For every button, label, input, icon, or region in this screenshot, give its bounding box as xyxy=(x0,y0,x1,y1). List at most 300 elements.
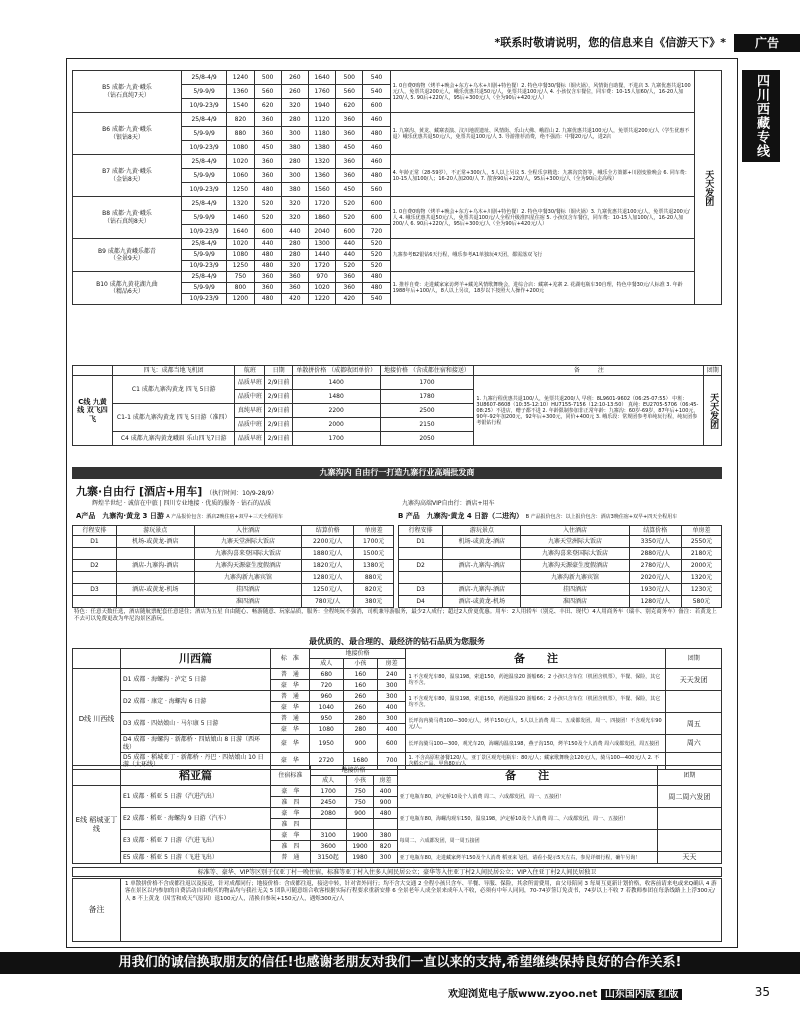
cell: 2/9日前 xyxy=(265,432,293,446)
cell: B9 成都九黄峨乐都青 （全景9天） xyxy=(73,239,182,272)
cell: 460 xyxy=(363,113,390,127)
cell: 长坪沟内骑马费100—300元/人，烤羊150元/人，5人以上消费 周二、五成都发团，周一、四接团！不含观光车90元/人。 xyxy=(406,713,666,735)
cell: 九寨参考B2银钻6天行程，峨乐参考A1单独玩4天团，都需落双飞行 xyxy=(390,239,694,272)
remarks-box xyxy=(72,878,722,942)
cell: 2200 xyxy=(292,404,380,418)
cell: 960 xyxy=(309,691,343,702)
cell: 360 xyxy=(254,283,281,294)
cell: 10/9-23/9 xyxy=(181,225,226,239)
cell: 1020 xyxy=(227,155,254,169)
cell: 25/8-4/9 xyxy=(181,239,226,250)
cell: 600 xyxy=(377,735,406,752)
cell xyxy=(73,596,117,608)
cell xyxy=(73,366,113,376)
cell: 酒店-九寨沟-酒店 xyxy=(116,560,194,572)
cell: 3150起 xyxy=(310,852,346,863)
cell: 航班 xyxy=(235,366,265,376)
cell xyxy=(116,596,194,608)
cell: 5/9-9/9 xyxy=(181,283,226,294)
table-row xyxy=(399,572,722,584)
sec1-table xyxy=(72,70,722,305)
cell: 600 xyxy=(336,225,363,239)
cell xyxy=(73,572,117,584)
cell: 1. 0自费0购物（烤羊+晚会+东方+乌木+川剧+特色餐）2. 特色中餐30/餐标（铜火锅），风情街自助餐，不进店 3. 九寨优惠共退100元/人，免票共退200元人，峨乐优惠共退50元/人，免票共退100元/人 4. 小孩仅含车餐位，同车费：10-15人加60/人，16-20人加120/人 5. 90后+220/人，95后+300元/人（全为90后+420元/人） xyxy=(390,71,694,113)
cell: 1220 xyxy=(308,294,335,305)
cell: 品质早班 xyxy=(235,376,265,390)
cell: 1380元 xyxy=(354,560,394,572)
cell: 1250 xyxy=(227,183,254,197)
ad-badge: 广告 xyxy=(734,34,800,52)
cell: 1360 xyxy=(308,169,335,183)
header-notice: *联系时敬请说明，您的信息来自《信游天下》* xyxy=(494,36,726,49)
cell: 1080 xyxy=(227,250,254,261)
cell: 九寨沟喜来登国际大饭店 xyxy=(194,548,302,560)
cell: 1820元/人 xyxy=(302,560,354,572)
cell: 1950 xyxy=(309,735,343,752)
bottom-banner: 用我们的诚信换取朋友的信任!也感谢老朋友对我们一直以来的支持,希望继续保持良好的合作关系! xyxy=(0,952,800,974)
cell xyxy=(657,830,721,852)
cell: 1020 xyxy=(308,283,335,294)
cell: 540 xyxy=(363,294,390,305)
table-row xyxy=(73,786,722,797)
cell: 320 xyxy=(281,211,308,225)
cell: 九寨沟天源豪生度假酒店 xyxy=(194,560,302,572)
cell: 540 xyxy=(363,71,390,85)
cell: 准四酒店 xyxy=(521,596,629,608)
cell: 450 xyxy=(336,141,363,155)
cell: 1020 xyxy=(227,239,254,250)
cell: 520 xyxy=(336,261,363,272)
cell: 3600 xyxy=(310,841,346,852)
cell: 160 xyxy=(343,680,377,691)
sec4-daocheng-table xyxy=(72,765,722,864)
cell: 小孩 xyxy=(346,776,374,786)
cell: 普 通 xyxy=(271,669,310,680)
cell: D2 成都 · 康定 · 海螺沟 6 日游 xyxy=(121,691,271,713)
cell: 2880元/人 xyxy=(629,548,681,560)
sec3-right-prod-desc: B 产品报价包含：以上报价包含：酒店3晚住宿+双早+四天全程用车 xyxy=(525,514,678,520)
cell: 240 xyxy=(377,669,406,680)
cell: 挂四酒店 xyxy=(194,584,302,596)
cell: 2040 xyxy=(308,225,335,239)
cell: 准四酒店 xyxy=(194,596,302,608)
cell: 1680 xyxy=(343,752,377,769)
cell: C4 成都九寨沟黄龙峨眉 乐山四飞7日游 xyxy=(113,432,235,446)
cell: 260 xyxy=(281,85,308,99)
cell: 440 xyxy=(336,239,363,250)
cell: 480 xyxy=(363,169,390,183)
table-row xyxy=(73,713,722,724)
cell xyxy=(443,548,521,560)
cell: C线 九黄线 双飞四飞 xyxy=(73,376,113,446)
cell: 600 xyxy=(254,225,281,239)
cell: 单房差 xyxy=(681,526,721,536)
cell: B5 成都·九黄·峨乐 （钻石真纯7天） xyxy=(73,71,182,113)
sec3-left-prod-desc: A 产品报价包含：酒店2晚住宿+双早+三天全程用车 xyxy=(166,514,283,520)
cell: 900 xyxy=(343,735,377,752)
cell: D1 成都 · 海螺沟 · 泸定 5 日游 xyxy=(121,669,271,691)
remarks-label: 备注 xyxy=(73,879,121,941)
cell: 1560 xyxy=(308,183,335,197)
cell: 备 注 xyxy=(397,766,657,786)
cell: 入住酒店 xyxy=(521,526,629,536)
cell: 1720 xyxy=(308,261,335,272)
cell: 620 xyxy=(336,99,363,113)
table-row xyxy=(73,560,394,572)
sec3-left-sub: （执行时间：10/9-28/9） xyxy=(206,490,278,497)
cell: 成人 xyxy=(309,659,343,669)
cell: D2 xyxy=(399,560,443,572)
cell: 1320 xyxy=(227,197,254,211)
sec3-foot: 特色：任意天数任选，酒店随航票配套任意延住；酒店为五星 自由随心、畅游随意、玩家品质，服务：全程纯玩不强消，司机兼导游服务，最少2人成行；超过2人价更优惠。用车：2人用轿车（别克、丰田、现代）4人用商务车（瑞丰、别克商务车）备注：若黄龙上不去可以免费更改为牟尼沟景区游玩。 xyxy=(74,609,717,623)
cell: 结算价格 xyxy=(302,526,354,536)
cell: 700 xyxy=(377,752,406,769)
cell: 品质早班 xyxy=(235,432,265,446)
cell: 单房差 xyxy=(354,526,394,536)
cell: 820元 xyxy=(354,584,394,596)
table-row xyxy=(73,272,722,283)
cell: 300 xyxy=(281,169,308,183)
cell: 600 xyxy=(363,99,390,113)
cell: 1320 xyxy=(308,155,335,169)
cell: 地接价格 （含成都住宿和接送） xyxy=(380,366,474,376)
cell: 4. 年龄正常（28-59岁），不正常+300/人，5人以上另议 5. 全程乐享精选：九寨沟宾馆等，峨乐全方策都+川剧变脸晚会 6. 同车费：10-15人加100/人；16-20人加200/人 7. 散客90后+220/人，95后+300元/人（全为90后走高线） xyxy=(390,155,694,197)
cell: 820 xyxy=(227,113,254,127)
cell: 2780元/人 xyxy=(629,560,681,572)
table-row xyxy=(73,572,394,584)
cell: 400 xyxy=(374,786,397,797)
cell: 每周二、六成都发团，周一周五接团 xyxy=(397,830,657,852)
cell: 1540 xyxy=(227,99,254,113)
cell: 1 不含观光车80，温泉198，索道150，药池温泉20 游船66；2 小孩只含车位（机团含机票），半餐、保险，其它均不含。 xyxy=(406,691,666,713)
cell: 480 xyxy=(363,127,390,141)
cell: 2500 xyxy=(380,404,474,418)
cell: 520 xyxy=(336,197,363,211)
cell: 1980 xyxy=(346,852,374,863)
cell: 1480 xyxy=(292,390,380,404)
table-row xyxy=(73,584,394,596)
cell: E5 成都 · 稻亚 5 日游（飞进飞出） xyxy=(121,852,271,863)
table-row xyxy=(73,735,722,752)
cell: 周二周六发团 xyxy=(657,786,721,808)
cell: 360 xyxy=(281,272,308,283)
cell: 360 xyxy=(254,155,281,169)
cell: 2/9日前 xyxy=(265,376,293,390)
cell: 亚丁电瓶车80，泸定桥10及个人消费 周二、六成都发团，周一、五接团！ xyxy=(397,786,657,808)
sec4-title: 最优质的、最合理的、最经济的钻石品质为您服务 xyxy=(309,637,485,646)
cell: 1080 xyxy=(309,724,343,735)
cell: 2080 xyxy=(310,808,346,819)
cell: 420 xyxy=(281,294,308,305)
cell: 620 xyxy=(254,99,281,113)
cell: 1230元 xyxy=(681,584,721,596)
cell xyxy=(399,548,443,560)
cell: 360 xyxy=(336,272,363,283)
table-row xyxy=(399,560,722,572)
cell: 挂四酒店 xyxy=(521,584,629,596)
table-row xyxy=(73,376,722,390)
cell: 1900 xyxy=(346,841,374,852)
cell: 豪 华 xyxy=(271,808,311,819)
cell: B8 成都·九黄·峨乐 （钻石真纯8天） xyxy=(73,197,182,239)
cell: 380 xyxy=(281,183,308,197)
cell: 5/9-9/9 xyxy=(181,127,226,141)
cell: 酒店-或黄龙-机场 xyxy=(443,596,521,608)
cell: 460 xyxy=(363,141,390,155)
sec3-title: 九寨沟内 自由行一打造九寨行业高端批发商 xyxy=(72,467,722,479)
cell: 300 xyxy=(374,852,397,863)
cell: 880 xyxy=(227,127,254,141)
cell: 480 xyxy=(254,294,281,305)
cell: 酒店-或黄龙-机场 xyxy=(116,584,194,596)
cell: 备 注 xyxy=(474,366,704,376)
table-row xyxy=(73,366,722,376)
cell: 5/9-9/9 xyxy=(181,85,226,99)
cell: 360 xyxy=(281,283,308,294)
cell: 380 xyxy=(281,141,308,155)
cell: E3 成都 · 稻亚 7 日游（汽进飞出） xyxy=(121,830,271,852)
cell: 1250元/人 xyxy=(302,584,354,596)
table-row xyxy=(73,691,722,702)
cell: 普 通 xyxy=(271,852,311,863)
cell: 1860 xyxy=(308,211,335,225)
cell: 680 xyxy=(309,669,343,680)
cell: 入住酒店 xyxy=(194,526,302,536)
cell: 1320元 xyxy=(681,572,721,584)
cell: 900 xyxy=(374,797,397,808)
cell: B6 成都·九黄·峨乐 （银钻8天） xyxy=(73,113,182,155)
cell: 游玩景点 xyxy=(443,526,521,536)
cell: 820 xyxy=(374,841,397,852)
cell: 600 xyxy=(363,211,390,225)
cell: 1. 推荐自费：走进藏家家访烤羊+藏羌风情歌舞晚会，进综合店：藏寨+羌寨 2. 花湖电瓶车30自理，特色中餐30元/人标准 3. 年龄1988年后+100/人，8人以上另议，18岁以下按照大人操作+200元 xyxy=(390,272,694,305)
cell: 260 xyxy=(343,702,377,713)
cell: D4 成都 · 海螺沟 · 新都桥 · 四姑娘山 8 日游（西环线） xyxy=(121,735,271,752)
cell: 1040 xyxy=(309,702,343,713)
cell: 25/8-4/9 xyxy=(181,197,226,211)
table-row xyxy=(73,830,722,841)
cell: 3350元/人 xyxy=(629,536,681,548)
cell: 九寨沟新九寨宾馆 xyxy=(521,572,629,584)
footer xyxy=(448,985,682,1000)
cell: 九寨天堂洲际大饭店 xyxy=(194,536,302,548)
cell: 天天发团 xyxy=(694,71,721,305)
cell xyxy=(116,572,194,584)
cell: 机场-或黄龙-酒店 xyxy=(443,536,521,548)
cell: 普 通 xyxy=(271,713,310,724)
cell: 360 xyxy=(254,127,281,141)
sec4-sichuan-table xyxy=(72,648,722,770)
cell: 2/9日前 xyxy=(265,390,293,404)
cell: 360 xyxy=(336,127,363,141)
cell: 1780 xyxy=(380,390,474,404)
cell: 280 xyxy=(281,239,308,250)
footer-text: 欢迎浏览电子版www.zyoo.net xyxy=(448,989,598,1000)
cell: 2/9日前 xyxy=(265,418,293,432)
cell: 2450 xyxy=(310,797,346,808)
cell: 5/9-9/9 xyxy=(181,169,226,183)
cell: E2 成都 · 稻亚 · 海螺沟 9 日游（汽车） xyxy=(121,808,271,830)
cell: D1 xyxy=(73,536,117,548)
cell: 地接价格 xyxy=(309,649,406,659)
cell: 1. 九寨行程优惠共退100/人，免票共退200/人 早班：8L9601-9602（06:25-07:55） 中班：3U8607-8608（10:35-12:10）HU7155-7156（12:10-13:50） 真纯：EU2705-5706（06:45-08:25）不进店，赠子都不进 2. 年龄限制参加非正常年龄：九寨沟：60岁-69岁，87年后+100元，90年-92年加200元，92年后+300元，同价+400元 3. 峨乐段：常规团参考单纯玩行程，纯玩团参考银钻行程 xyxy=(474,376,704,446)
header xyxy=(430,34,800,52)
cell: 1700 xyxy=(380,376,474,390)
cell: 360 xyxy=(254,113,281,127)
cell: 1060 xyxy=(227,169,254,183)
table-row xyxy=(73,596,394,608)
cell xyxy=(310,819,346,830)
cell: 280 xyxy=(281,113,308,127)
cell: 1900 xyxy=(346,830,374,841)
sec3 xyxy=(72,481,722,631)
table-row xyxy=(73,526,394,536)
cell: 10/9-23/9 xyxy=(181,99,226,113)
cell: 周六 xyxy=(666,735,722,752)
cell: 游玩景点 xyxy=(116,526,194,536)
sec3-right-desc: 九寨沟高端VIP自由行：酒店+用车 xyxy=(402,500,495,507)
cell: 320 xyxy=(281,197,308,211)
cell xyxy=(374,819,397,830)
cell: 400 xyxy=(377,702,406,713)
cell: 豪 华 xyxy=(271,786,311,797)
cell: 品质中班 xyxy=(235,390,265,404)
cell: 480 xyxy=(363,272,390,283)
cell: 2200元/人 xyxy=(302,536,354,548)
cell: 成人 xyxy=(310,776,346,786)
cell xyxy=(73,548,117,560)
cell: 25/8-4/9 xyxy=(181,155,226,169)
cell: 1400 xyxy=(292,376,380,390)
table-row xyxy=(399,526,722,536)
cell: 标 准 xyxy=(271,649,310,669)
cell: 1930元/人 xyxy=(629,584,681,596)
cell: 1460 xyxy=(227,211,254,225)
cell: 560 xyxy=(254,85,281,99)
cell: 320 xyxy=(281,261,308,272)
cell: 房差 xyxy=(374,776,397,786)
cell: 600 xyxy=(363,197,390,211)
cell: 1. 九寨沟、黄龙、藏寨表演、汶川地震遗址、风情街、乐山大佛、峨眉山 2. 九寨优惠共退100元/人，免票共退200元/人（学生优惠不退）峨乐优惠共退50元/人，免票共退100元/人 3. 导游推荐消费，绝不强消：中餐20元/人，进2店 xyxy=(390,113,694,155)
sec3-left-table xyxy=(72,525,394,608)
cell: 360 xyxy=(254,272,281,283)
cell: 备 注 xyxy=(406,649,666,669)
cell: 酒店-九寨沟-酒店 xyxy=(443,560,521,572)
cell: D4 xyxy=(399,596,443,608)
cell: 1080 xyxy=(227,141,254,155)
table-row xyxy=(73,71,722,85)
cell: 480 xyxy=(254,250,281,261)
cell: D3 xyxy=(73,584,117,596)
cell: 周五 xyxy=(666,713,722,735)
cell: 280 xyxy=(343,724,377,735)
cell: 160 xyxy=(343,669,377,680)
side-tab: 四川西藏专线 xyxy=(742,70,780,162)
cell: 280 xyxy=(343,713,377,724)
cell xyxy=(399,572,443,584)
cell: D线 川西线 xyxy=(73,669,121,770)
cell: 5/9-9/9 xyxy=(181,211,226,225)
cell: 300 xyxy=(377,713,406,724)
std-note: 标准等、豪华、VIP等区别于仅亚丁村一晚住宿，标准等亚丁村入住多人间民居公立；豪华等入住亚丁村2人间民居公立；VIP入住亚丁村2人间民居独卫 xyxy=(72,867,722,877)
cell: 机场-或黄龙-酒店 xyxy=(116,536,194,548)
cell: 1240 xyxy=(227,71,254,85)
cell: 1880元/人 xyxy=(302,548,354,560)
cell: 天天 xyxy=(657,852,721,863)
cell: 1280元/人 xyxy=(629,596,681,608)
cell: 1200 xyxy=(227,294,254,305)
sec3-left-title: 九寨·自由行 xyxy=(76,485,136,498)
cell: D3 成都 · 四姑娘山 · 马尔康 5 日游 xyxy=(121,713,271,735)
sec3-right-prod: B 产品 九寨沟·黄龙 4 日游（二进沟） xyxy=(398,512,524,520)
cell: C1-1 成都九寨沟黄龙 四飞 5日游（准四） xyxy=(113,404,235,432)
cell: 九寨天堂洲际大饭店 xyxy=(521,536,629,548)
cell: 1640 xyxy=(227,225,254,239)
table-row xyxy=(73,536,394,548)
cell: 1280元/人 xyxy=(302,572,354,584)
cell: 380 xyxy=(374,830,397,841)
cell: 720 xyxy=(309,680,343,691)
cell: D1 xyxy=(399,536,443,548)
cell: 360 xyxy=(254,169,281,183)
cell: 品质中班 xyxy=(235,418,265,432)
sec2-table xyxy=(72,365,722,446)
cell: 团期 xyxy=(666,649,722,669)
cell: 1700 xyxy=(292,432,380,446)
cell: 560 xyxy=(336,85,363,99)
cell: 2020元/人 xyxy=(629,572,681,584)
cell: 2550元 xyxy=(681,536,721,548)
cell: 1500元 xyxy=(354,548,394,560)
cell: 420 xyxy=(336,294,363,305)
cell: 豪 华 xyxy=(271,752,310,769)
cell: 川西篇 xyxy=(121,649,271,669)
cell: 准 四 xyxy=(271,797,311,808)
cell: 260 xyxy=(281,71,308,85)
cell: 10/9-23/9 xyxy=(181,141,226,155)
cell: 520 xyxy=(254,211,281,225)
cell: 540 xyxy=(363,85,390,99)
cell: 360 xyxy=(336,155,363,169)
cell xyxy=(73,766,121,786)
cell: 九寨沟新九寨宾馆 xyxy=(194,572,302,584)
table-row xyxy=(73,197,722,211)
table-row xyxy=(73,548,394,560)
table-row xyxy=(73,852,722,863)
cell: 1300 xyxy=(308,239,335,250)
cell: 260 xyxy=(343,691,377,702)
cell: 320 xyxy=(281,99,308,113)
cell: 450 xyxy=(254,141,281,155)
cell: 亚丁电瓶车80，走进藏家烤羊150及个人消费 稻亚来飞团，请看小提示5天左右，参见详细行程，确午另询！ xyxy=(397,852,657,863)
cell: 2180元 xyxy=(681,548,721,560)
sec3-left-tag: [酒店+用车] xyxy=(139,485,203,498)
cell: 1120 xyxy=(308,113,335,127)
cell: 400 xyxy=(377,724,406,735)
cell: B7 成都·九黄·峨乐 （金钻8天） xyxy=(73,155,182,197)
cell: 单散拼价格 （成都收团单价） xyxy=(292,366,380,376)
cell: 2150 xyxy=(380,418,474,432)
cell: 440 xyxy=(254,239,281,250)
cell: D5 成都 · 稻城亚丁 · 新都桥 · 丹巴 · 四姑娘山 10 日游（大环线） xyxy=(121,752,271,769)
cell: 480 xyxy=(254,261,281,272)
cell: 750 xyxy=(346,786,374,797)
cell: E1 成都 · 稻亚 5 日游（汽进汽出） xyxy=(121,786,271,808)
cell: 480 xyxy=(363,283,390,294)
table-row xyxy=(73,808,722,819)
cell: 真纯早班 xyxy=(235,404,265,418)
cell: B10 成都九黄花湖九曲 （精品6天） xyxy=(73,272,182,305)
